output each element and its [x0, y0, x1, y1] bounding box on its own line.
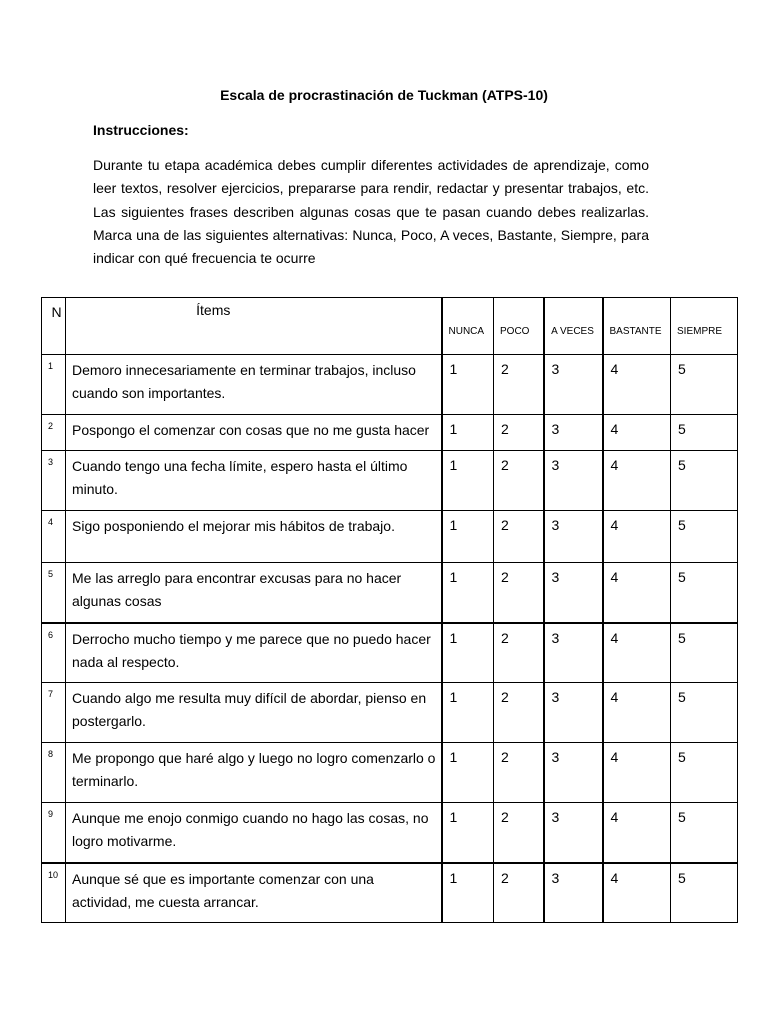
header-items	[66, 298, 442, 355]
header-poco: POCO	[494, 298, 544, 355]
option-a-veces[interactable]: 3	[544, 451, 603, 511]
option-siempre[interactable]: 5	[671, 683, 738, 743]
option-siempre[interactable]: 5	[671, 623, 738, 683]
option-a-veces[interactable]: 3	[544, 683, 603, 743]
option-poco[interactable]: 2	[494, 355, 544, 415]
option-nunca[interactable]: 1	[442, 803, 494, 863]
table-row	[42, 623, 738, 683]
option-nunca[interactable]: 1	[442, 683, 494, 743]
table-row	[42, 803, 738, 863]
option-siempre[interactable]: 5	[671, 863, 738, 923]
option-a-veces[interactable]: 3	[544, 743, 603, 803]
option-nunca[interactable]: 1	[442, 355, 494, 415]
row-number: 9	[42, 803, 66, 863]
option-poco[interactable]: 2	[494, 803, 544, 863]
option-bastante[interactable]: 4	[603, 863, 671, 923]
instructions-paragraph: Durante tu etapa académica debes cumplir diferentes actividades de aprendizaje, como leer textos, resolver ejercicios, prepararse para rendir, redactar y presentar trabajos, etc. Las siguientes frases describen algunas cosas que te pasan cuando debes realizarlas. Marca una de las siguientes alternativas: Nunca, Poco, A veces, Bastante, Siempre, para indicar con qué frecuencia te ocurre	[93, 157, 649, 267]
table-row	[42, 743, 738, 803]
option-bastante[interactable]: 4	[603, 415, 671, 451]
procrastination-scale-table	[41, 297, 738, 923]
item-statement: Aunque sé que es importante comenzar con una actividad, me cuesta arrancar.	[66, 863, 442, 923]
row-number: 10	[42, 863, 66, 923]
item-statement: Aunque me enojo conmigo cuando no hago las cosas, no logro motivarme.	[66, 803, 442, 863]
document-title: Escala de procrastinación de Tuckman (ATPS-10)	[220, 87, 548, 103]
option-nunca[interactable]: 1	[442, 511, 494, 563]
option-poco[interactable]: 2	[494, 623, 544, 683]
option-siempre[interactable]: 5	[671, 415, 738, 451]
row-number: 3	[42, 451, 66, 511]
item-statement: Cuando algo me resulta muy difícil de abordar, pienso en postergarlo.	[66, 683, 442, 743]
row-number: 6	[42, 623, 66, 683]
header-siempre: SIEMPRE	[671, 298, 738, 355]
option-bastante[interactable]: 4	[603, 563, 671, 623]
option-bastante[interactable]: 4	[603, 803, 671, 863]
item-statement: Derrocho mucho tiempo y me parece que no puedo hacer nada al respecto.	[66, 623, 442, 683]
option-nunca[interactable]: 1	[442, 451, 494, 511]
item-statement: Me propongo que haré algo y luego no logro comenzarlo o terminarlo.	[66, 743, 442, 803]
item-statement: Cuando tengo una fecha límite, espero hasta el último minuto.	[66, 451, 442, 511]
option-a-veces[interactable]: 3	[544, 623, 603, 683]
option-poco[interactable]: 2	[494, 415, 544, 451]
row-number: 5	[42, 563, 66, 623]
table-row	[42, 451, 738, 511]
option-bastante[interactable]: 4	[603, 355, 671, 415]
option-poco[interactable]: 2	[494, 451, 544, 511]
row-number: 8	[42, 743, 66, 803]
option-bastante[interactable]: 4	[603, 683, 671, 743]
row-number: 2	[42, 415, 66, 451]
option-nunca[interactable]: 1	[442, 743, 494, 803]
option-bastante[interactable]: 4	[603, 511, 671, 563]
item-statement: Sigo posponiendo el mejorar mis hábitos de trabajo.	[66, 511, 442, 563]
option-nunca[interactable]: 1	[442, 863, 494, 923]
option-siempre[interactable]: 5	[671, 743, 738, 803]
table-row	[42, 863, 738, 923]
header-items-label: Ítems	[196, 302, 231, 318]
header-a-veces: A VECES	[544, 298, 603, 355]
option-a-veces[interactable]: 3	[544, 803, 603, 863]
item-statement: Pospongo el comenzar con cosas que no me gusta hacer	[66, 415, 442, 451]
item-statement: Me las arreglo para encontrar excusas para no hacer algunas cosas	[66, 563, 442, 623]
header-nunca: NUNCA	[442, 298, 494, 355]
option-siempre[interactable]: 5	[671, 563, 738, 623]
row-number: 7	[42, 683, 66, 743]
table-row	[42, 683, 738, 743]
option-poco[interactable]: 2	[494, 683, 544, 743]
table-row	[42, 563, 738, 623]
header-n: N	[42, 298, 66, 355]
header-bastante: BASTANTE	[603, 298, 671, 355]
row-number: 1	[42, 355, 66, 415]
option-poco[interactable]: 2	[494, 863, 544, 923]
option-nunca[interactable]: 1	[442, 415, 494, 451]
option-siempre[interactable]: 5	[671, 451, 738, 511]
table-row	[42, 415, 738, 451]
option-a-veces[interactable]: 3	[544, 511, 603, 563]
item-statement: Demoro innecesariamente en terminar trabajos, incluso cuando son importantes.	[66, 355, 442, 415]
row-number: 4	[42, 511, 66, 563]
option-bastante[interactable]: 4	[603, 743, 671, 803]
table-header-row	[42, 298, 738, 355]
instructions-heading: Instrucciones:	[93, 122, 189, 138]
option-siempre[interactable]: 5	[671, 355, 738, 415]
option-nunca[interactable]: 1	[442, 563, 494, 623]
option-a-veces[interactable]: 3	[544, 563, 603, 623]
option-poco[interactable]: 2	[494, 743, 544, 803]
table-row	[42, 355, 738, 415]
option-bastante[interactable]: 4	[603, 623, 671, 683]
option-a-veces[interactable]: 3	[544, 415, 603, 451]
option-poco[interactable]: 2	[494, 511, 544, 563]
option-siempre[interactable]: 5	[671, 511, 738, 563]
option-siempre[interactable]: 5	[671, 803, 738, 863]
option-nunca[interactable]: 1	[442, 623, 494, 683]
table-row	[42, 511, 738, 563]
option-bastante[interactable]: 4	[603, 451, 671, 511]
option-a-veces[interactable]: 3	[544, 863, 603, 923]
option-poco[interactable]: 2	[494, 563, 544, 623]
option-a-veces[interactable]: 3	[544, 355, 603, 415]
